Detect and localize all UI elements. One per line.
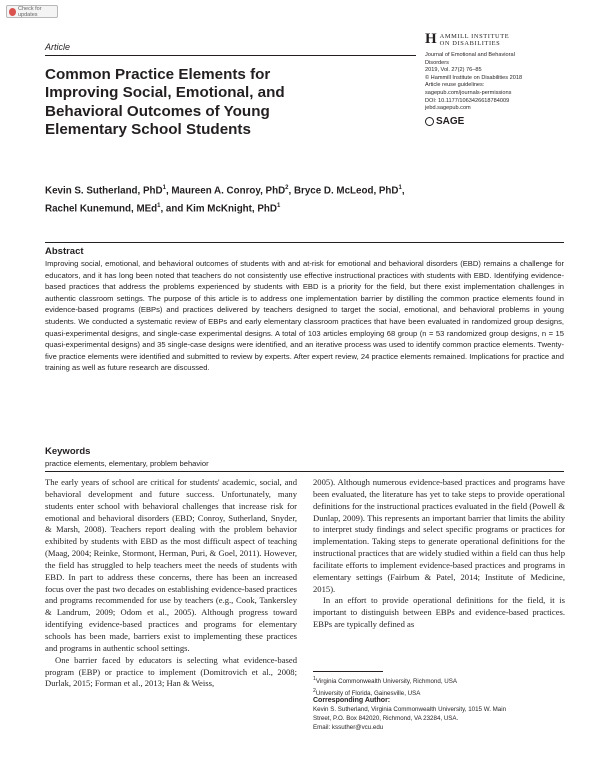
check-for-updates-badge[interactable] xyxy=(6,5,58,18)
doi-link[interactable]: DOI: 10.1177/1063426618784009 xyxy=(425,97,510,104)
keywords-rule xyxy=(45,471,564,472)
author-affiliation-mark: 1 xyxy=(276,202,281,209)
footnote-rule xyxy=(313,671,383,672)
journal-name-line1: Journal of Emotional and Behavioral xyxy=(425,52,515,58)
publisher-block xyxy=(425,33,565,127)
corresponding-address-line: Street, P.O. Box 842020, Richmond, VA 23284, USA. xyxy=(313,714,459,722)
publisher-logo xyxy=(425,33,565,47)
corresponding-email-link[interactable]: Email: kssuther@vcu.edu xyxy=(313,723,384,731)
corresponding-address-line: Kevin S. Sutherland, Virginia Commonwealth University, 1015 W. Main xyxy=(313,706,507,713)
author-name: Rachel Kunemund, MEd xyxy=(45,203,158,215)
publisher-logo-mark: H xyxy=(425,31,437,47)
publisher-name-line1: AMMILL INSTITUTE xyxy=(439,33,510,40)
body-paragraph: In an effort to provide operational definitions for the field, it is important to distinguish between EBPs and evidence-based practices. EBPs are typically defined as xyxy=(313,595,565,630)
author-affiliation-mark: 1 xyxy=(157,202,161,209)
sage-circle-icon xyxy=(425,117,434,126)
corresponding-author-heading: Corresponding Author: xyxy=(313,697,391,704)
journal-name-line2: Disorders xyxy=(425,59,449,66)
copyright-line: © Hammill Institute on Disabilities 2018 xyxy=(425,74,523,81)
sage-label: SAGE xyxy=(436,115,465,127)
article-title: Common Practice Elements for Improving Social, Emotional, and Behavioral Outcomes of Young Elementary School Students xyxy=(45,66,285,139)
journal-meta xyxy=(425,52,565,113)
affiliation-item: $^1$Virginia Commonwealth University, Richmond, USA xyxy=(313,676,457,686)
body-paragraph: One barrier faced by educators is selecting what evidence-based program (EBP) or practice to implement (Domitrovich et al., 2008; Durlak, 2015; Forman et al., 2013; Han & Weiss, xyxy=(45,654,297,689)
keywords-text: practice elements, elementary, problem behavior xyxy=(45,459,209,468)
body-column-left xyxy=(45,477,297,690)
keywords-heading: Keywords xyxy=(45,446,91,457)
reuse-guidelines: Article reuse guidelines: xyxy=(425,82,485,89)
author-affiliation-mark: 1 xyxy=(162,185,166,191)
author-name: Kevin S. Sutherland, PhD xyxy=(45,185,163,197)
header-rule xyxy=(45,55,416,56)
corresponding-author-details xyxy=(313,706,565,732)
sage-logo xyxy=(425,116,565,127)
author-affiliation-mark: 1 xyxy=(398,185,402,191)
author-name: Kim McKnight, PhD xyxy=(186,203,277,215)
abstract-text: Improving social, emotional, and behavioral outcomes of students with and at-risk for emotional and behavioral disorders (EBD) remains a challenge for educators, and it has long been noted that teachers do not consistently use effective instructional practices with students with EBD. Identifying evidence-based practices that address the problems experienced by students with EBD is a priority for the field, but there exist implementation challenges in authentic classroom settings. The purpose of this article is to address one implementation barrier by distilling the common practice elements found in evidence-based programs (EBPs) and practices delivered by teachers designed to target the social, emotional, and behavioral problems in young students. We conducted a systematic review of EBPs and early elementary classroom practices that have been evaluated in randomized group designs, quasi-experimental designs, and single-case experimental designs. A total of 103 articles employing 68 group (n = 53 randomized group designs, n = 15 quasi-experimental designs) and 35 single-case designs were identified, and an iterative process was used to identify common practice elements. Twenty-five practice elements were identified and submitted to review by experts. After expert review, 24 practice elements remained. Implications for practice and training as well as future research are discussed. xyxy=(45,259,564,373)
journal-url-link[interactable]: jebd.sagepub.com xyxy=(425,105,471,112)
author-name: Maureen A. Conroy, PhD xyxy=(171,185,286,197)
abstract-top-rule xyxy=(45,242,564,243)
author-name: Bryce D. McLeod, PhD xyxy=(293,185,399,197)
article-type-label: Article xyxy=(45,42,71,52)
check-for-updates-label: Check for updates xyxy=(17,5,42,18)
body-paragraph: 2005). Although numerous evidence-based practices and programs have been evaluated, the literature has yet to take steps to provide operational definitions for the instructional practices evaluated in the field (Powell & Dunlap, 2009). This represents an important barrier that limits the ability to interpret study findings and select specific programs or practices for implementation. Taking steps to generate operational definitions for the instructional practices that are widely studied within a field can thus help facilitate efforts to implement evidence-based practices and programs in elementary settings (Fairbum & Patel, 2014; Institute of Medicine, 2015). xyxy=(313,477,565,594)
author-list: Kevin S. Sutherland, PhD$^1$, Maureen A. Conroy, PhD$^2$, Bryce D. McLeod, PhD$^1$, Rachel Kunemund, MEd$^1$, and Kim McKnight, PhD$^1$ xyxy=(45,185,405,215)
affiliation-item: $^2$University of Florida, Gainesville, USA xyxy=(313,687,421,697)
author-affiliation-mark: 2 xyxy=(285,185,289,191)
publisher-name-line2: ON DISABILITIES xyxy=(439,40,501,47)
affiliations xyxy=(313,675,565,698)
permissions-link[interactable]: sagepub.com/journals-permissions xyxy=(425,89,512,96)
body-column-right xyxy=(313,477,565,631)
crossmark-icon xyxy=(9,8,16,16)
journal-volume: 2019, Vol. 27(2) 76–85 xyxy=(425,67,482,74)
body-paragraph: The early years of school are critical for students' academic, social, and behavioral development and future success. Unfortunately, many students enter school with behavioral challenges that increase risk for emotional and behavioral disorders (EBD; Conroy, Sutherland, Snyder, & Marsh, 2008). Teachers report dealing with the problem behavior exhibited by students with EBD as the most difficult aspect of teaching (Maag, 2004; Reinke, Stormont, Herman, Puri, & Goel, 2011). However, the field has struggled to help teachers meet the needs of students with EBD. In part to address these concerns, there has been an increased focus over the past two decades on establishing evidence-based practices and programs recommended for use by teachers (e.g., Cook, Tankersley & Landrum, 2009; Odom et al., 2005). Although progress toward identifying evidence-based practices and programs for elementary schools has been made, barriers exist to implementing these practices and programs in authentic school settings. xyxy=(45,477,297,653)
abstract-heading: Abstract xyxy=(45,246,84,257)
